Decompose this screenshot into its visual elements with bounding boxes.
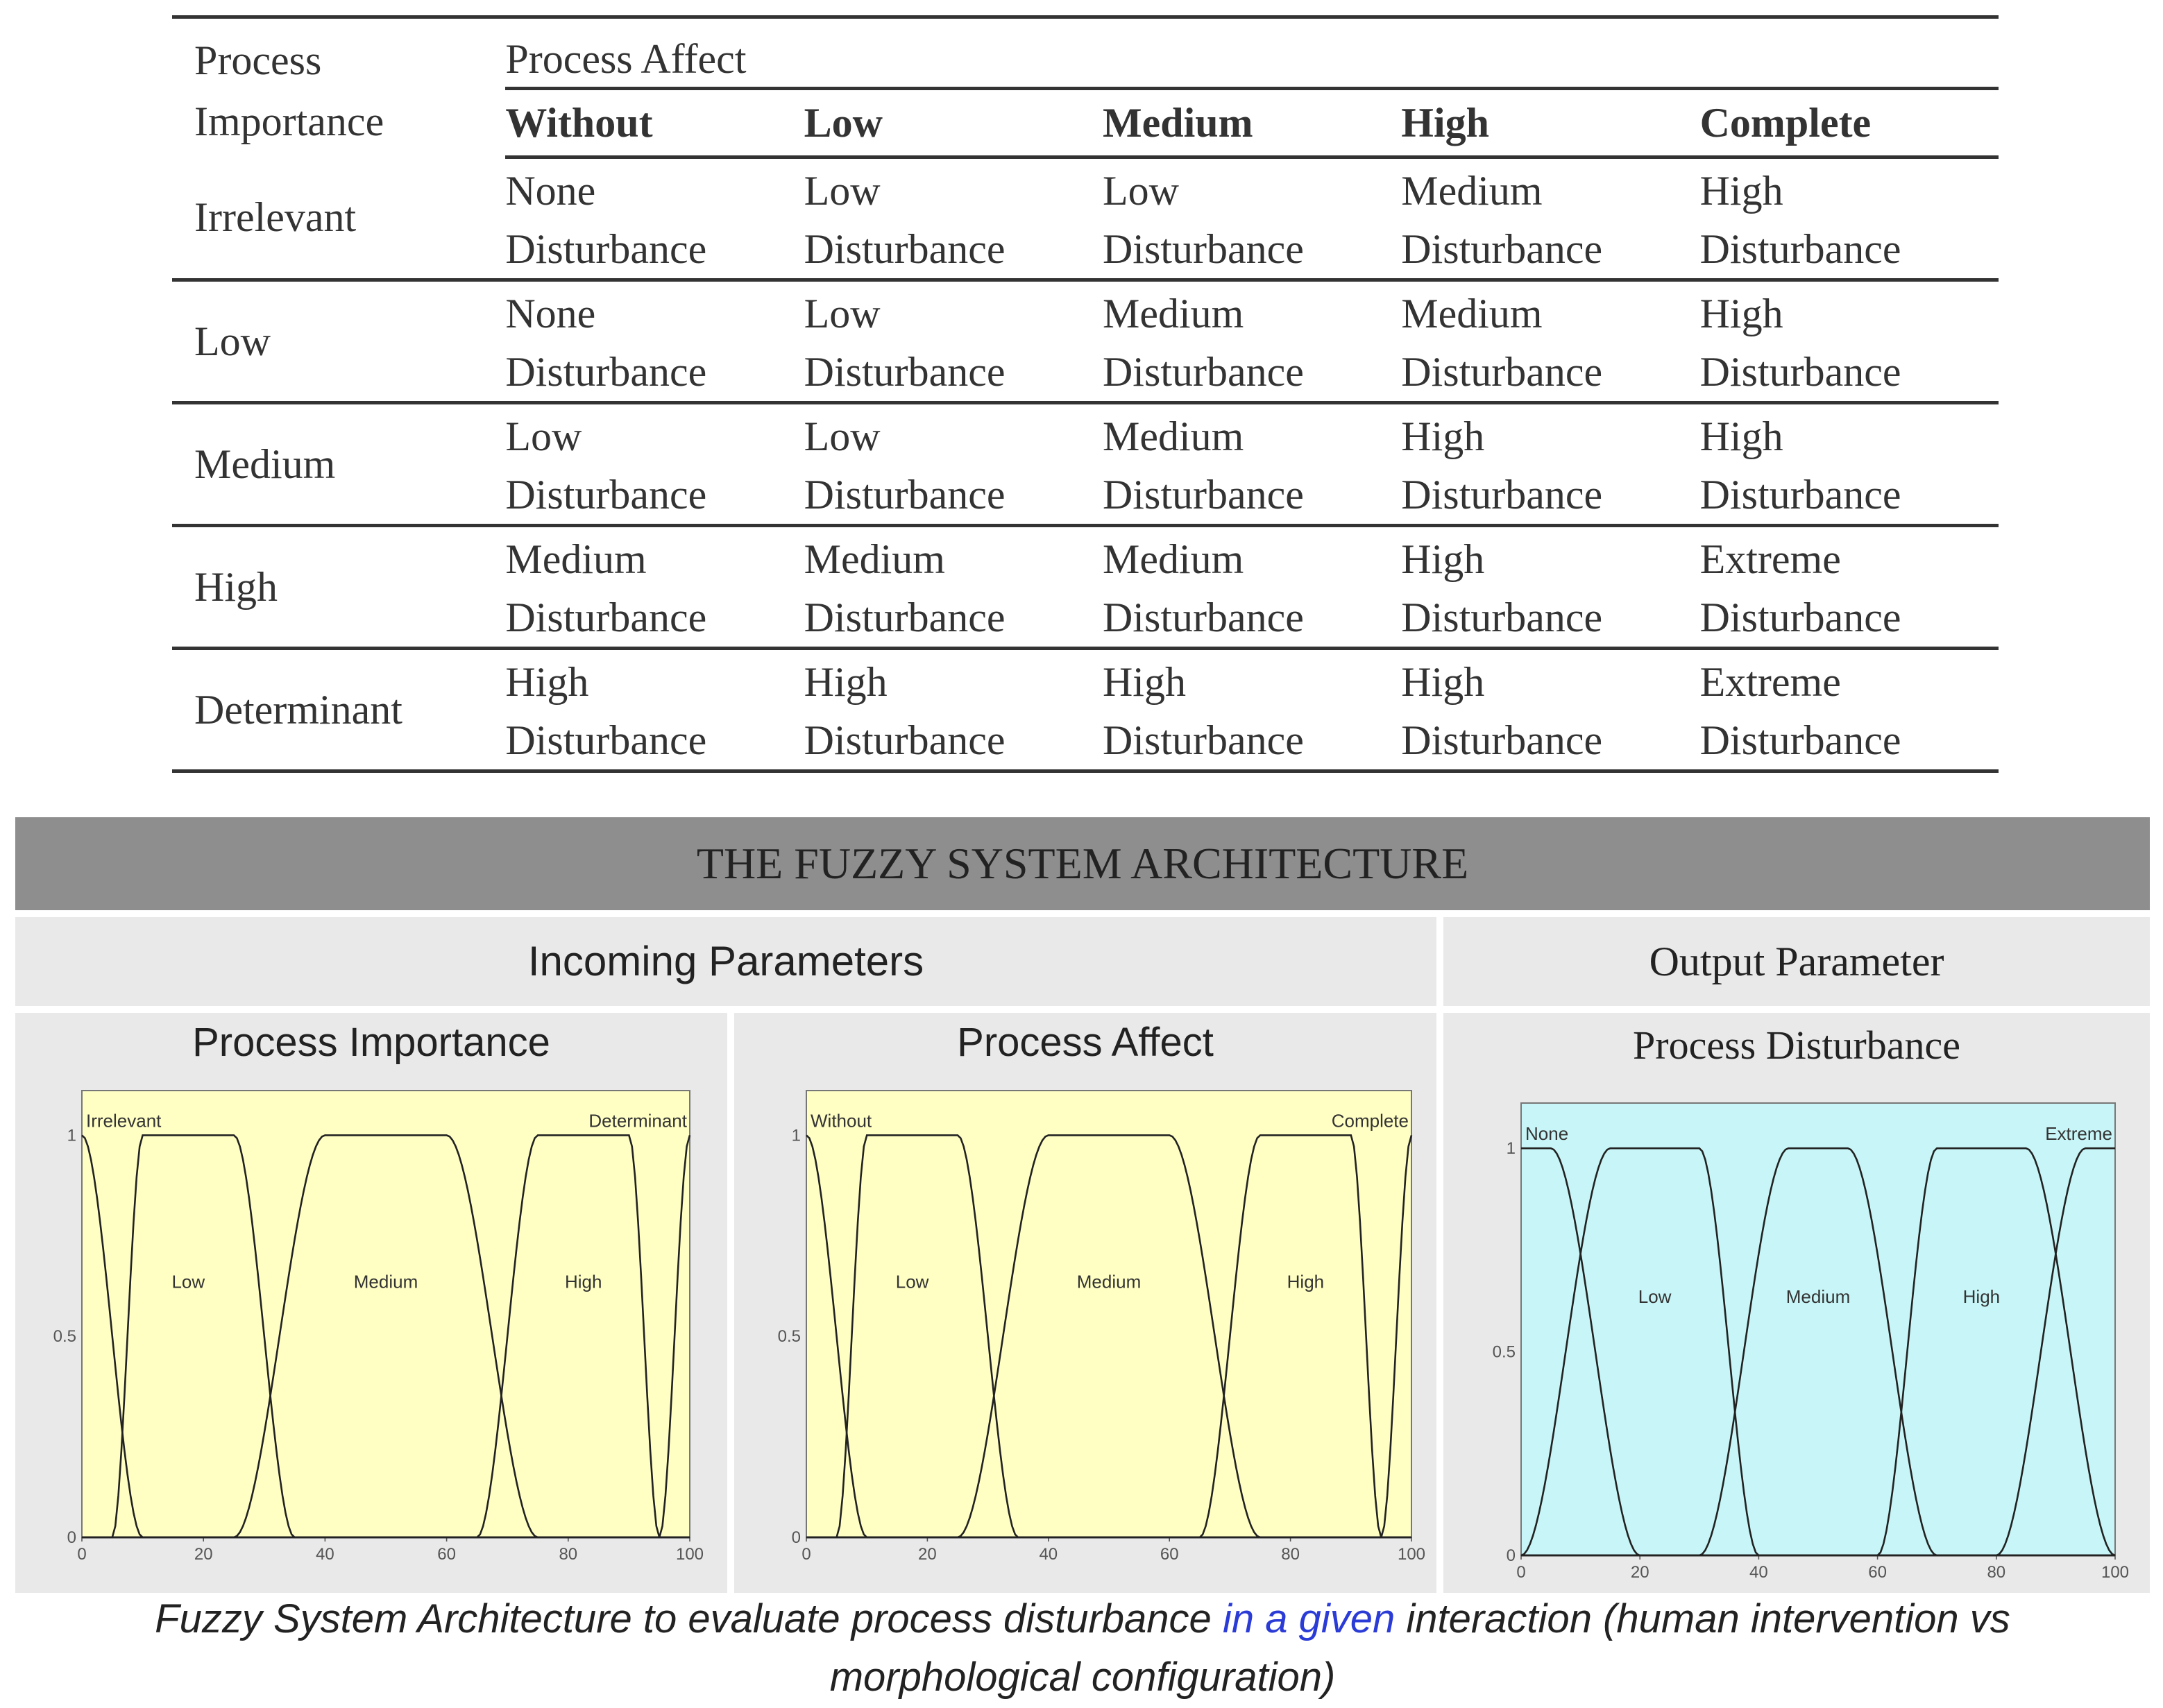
set-label: Low: [1638, 1286, 1672, 1308]
y-tick-label: 0: [791, 1528, 801, 1547]
rule-level: Extreme: [1699, 536, 1841, 582]
rule-word: Disturbance: [505, 226, 707, 272]
membership-plot-disturbance: [1443, 1013, 2150, 1593]
x-tick-label: 0: [77, 1545, 87, 1564]
column-header: High: [1401, 89, 1699, 157]
rule-cell: [505, 526, 804, 649]
rule-word: Disturbance: [505, 349, 707, 395]
plot-group: [778, 1020, 1425, 1564]
rule-cell: [804, 280, 1103, 403]
membership-plot-affect: [734, 1013, 1436, 1593]
rule-cell: [505, 403, 804, 526]
corner-line-2: Importance: [194, 99, 384, 144]
x-tick-label: 60: [437, 1545, 456, 1564]
fuzzy-rule-table: [172, 15, 1999, 773]
rule-cell: [1700, 403, 1999, 526]
plot-area: [806, 1091, 1411, 1537]
set-label: Complete: [1331, 1110, 1409, 1131]
corner-header: [172, 17, 505, 157]
x-tick-label: 40: [1749, 1563, 1768, 1582]
rule-cell: [1401, 280, 1699, 403]
rule-cell: [1401, 403, 1699, 526]
x-tick-label: 0: [801, 1545, 811, 1564]
rule-word: Disturbance: [1699, 472, 1901, 518]
rule-word: Disturbance: [1401, 717, 1603, 763]
rule-cell: [804, 157, 1103, 280]
x-tick-label: 20: [1630, 1563, 1649, 1582]
rule-word: Disturbance: [1401, 349, 1603, 395]
set-label: Low: [895, 1271, 929, 1292]
rule-level: High: [1401, 536, 1485, 582]
y-tick-label: 0: [67, 1528, 76, 1547]
y-tick-label: 0.5: [777, 1327, 801, 1347]
figure-caption: [42, 1590, 2123, 1707]
x-tick-label: 80: [559, 1545, 578, 1564]
x-tick-label: 60: [1160, 1545, 1179, 1564]
rule-level: Medium: [804, 536, 945, 582]
architecture-title: THE FUZZY SYSTEM ARCHITECTURE: [15, 817, 2150, 910]
table-row: [172, 157, 1999, 280]
rule-level: None: [505, 291, 596, 336]
row-label: Irrelevant: [172, 157, 505, 280]
rule-cell: [505, 649, 804, 771]
rule-word: Disturbance: [804, 226, 1006, 272]
row-label: Determinant: [172, 649, 505, 771]
rule-word: Disturbance: [505, 472, 707, 518]
rule-word: Disturbance: [804, 349, 1006, 395]
rule-level: Extreme: [1699, 659, 1841, 705]
plot-title: Process Affect: [957, 1020, 1214, 1065]
rule-cell: [804, 403, 1103, 526]
rule-cell: [1103, 526, 1401, 649]
plot-title: Process Importance: [192, 1020, 550, 1065]
rule-level: High: [804, 659, 888, 705]
rule-cell: [1103, 403, 1401, 526]
x-tick-label: 40: [316, 1545, 334, 1564]
rule-cell: [1700, 649, 1999, 771]
plot-title: Process Disturbance: [1633, 1023, 1960, 1068]
rule-level: High: [505, 659, 589, 705]
y-tick-label: 1: [67, 1126, 76, 1145]
rule-cell: [1401, 649, 1699, 771]
rule-cell: [804, 526, 1103, 649]
rule-word: Disturbance: [804, 472, 1006, 518]
rule-level: Medium: [1401, 291, 1543, 336]
rule-word: Disturbance: [1699, 717, 1901, 763]
rule-level: High: [1401, 413, 1485, 459]
caption-text-start: Fuzzy System Architecture to evaluate process disturbance: [155, 1596, 1223, 1641]
output-parameter-header: Output Parameter: [1443, 917, 2150, 1006]
rule-level: Medium: [1102, 413, 1244, 459]
rule-word: Disturbance: [1699, 349, 1901, 395]
x-tick-label: 100: [1397, 1545, 1426, 1564]
rule-word: Disturbance: [1401, 472, 1603, 518]
set-label: Medium: [353, 1271, 418, 1292]
rule-cell: [505, 280, 804, 403]
x-tick-label: 80: [1987, 1563, 2006, 1582]
rule-word: Disturbance: [804, 595, 1006, 640]
x-tick-label: 100: [2101, 1563, 2130, 1582]
set-label: None: [1525, 1123, 1569, 1145]
set-label: High: [564, 1271, 602, 1292]
process-disturbance-panel: [1443, 1013, 2150, 1593]
rule-cell: [1103, 280, 1401, 403]
column-header: Complete: [1700, 89, 1999, 157]
rule-word: Disturbance: [1102, 717, 1304, 763]
rule-word: Disturbance: [1102, 595, 1304, 640]
rule-cell: [505, 157, 804, 280]
x-tick-label: 40: [1039, 1545, 1058, 1564]
rule-word: Disturbance: [1401, 226, 1603, 272]
rule-level: Medium: [1401, 168, 1543, 214]
row-label: Medium: [172, 403, 505, 526]
rule-word: Disturbance: [1401, 595, 1603, 640]
set-label: Determinant: [588, 1110, 687, 1131]
x-tick-label: 20: [194, 1545, 213, 1564]
rule-level: High: [1401, 659, 1485, 705]
table-row: [172, 526, 1999, 649]
table-row: [172, 649, 1999, 771]
rule-cell: [1103, 649, 1401, 771]
process-affect-header: Process Affect: [505, 17, 1999, 89]
plot-group: [53, 1020, 704, 1564]
rule-cell: [804, 649, 1103, 771]
rule-word: Disturbance: [1102, 349, 1304, 395]
caption-link-text[interactable]: in a given: [1222, 1596, 1396, 1641]
rule-cell: [1700, 280, 1999, 403]
rule-level: Low: [505, 413, 582, 459]
rule-cell: [1401, 526, 1699, 649]
y-tick-label: 1: [1506, 1139, 1516, 1159]
rule-level: High: [1699, 291, 1783, 336]
rule-cell: [1103, 157, 1401, 280]
column-header: Without: [505, 89, 804, 157]
table-row: [172, 403, 1999, 526]
column-header: Low: [804, 89, 1103, 157]
incoming-parameters-header: Incoming Parameters: [15, 917, 1436, 1006]
rule-level: Low: [804, 413, 881, 459]
set-label: Irrelevant: [86, 1110, 162, 1131]
plot-area: [1521, 1103, 2115, 1555]
rule-word: Disturbance: [1102, 472, 1304, 518]
plot-group: [1493, 1023, 2129, 1582]
rule-level: High: [1699, 168, 1783, 214]
set-label: High: [1287, 1271, 1325, 1292]
table-row: [172, 280, 1999, 403]
set-label: Extreme: [2045, 1123, 2112, 1145]
rule-level: Low: [804, 168, 881, 214]
corner-line-1: Process: [194, 37, 322, 83]
table-header-row: [172, 17, 1999, 89]
rule-word: Disturbance: [1102, 226, 1304, 272]
x-tick-label: 80: [1281, 1545, 1300, 1564]
rule-cell: [1700, 157, 1999, 280]
rule-level: Medium: [1102, 536, 1244, 582]
set-label: Medium: [1785, 1286, 1851, 1308]
rule-word: Disturbance: [505, 717, 707, 763]
x-tick-label: 0: [1516, 1563, 1526, 1582]
rule-word: Disturbance: [1699, 595, 1901, 640]
membership-plot-importance: [15, 1013, 727, 1593]
rule-level: Low: [1102, 168, 1179, 214]
rule-level: High: [1102, 659, 1186, 705]
set-label: Low: [171, 1271, 205, 1292]
rule-word: Disturbance: [1699, 226, 1901, 272]
x-tick-label: 60: [1868, 1563, 1887, 1582]
x-tick-label: 100: [675, 1545, 704, 1564]
set-label: Without: [811, 1110, 872, 1131]
row-label: Low: [172, 280, 505, 403]
rule-level: Medium: [1102, 291, 1244, 336]
y-tick-label: 0.5: [53, 1327, 76, 1347]
rule-level: Low: [804, 291, 881, 336]
row-label: High: [172, 526, 505, 649]
y-tick-label: 0.5: [1492, 1342, 1516, 1362]
caption-text-end: interaction (human intervention vs morphological configuration): [829, 1596, 2010, 1700]
set-label: Medium: [1076, 1271, 1142, 1292]
rule-cell: [1401, 157, 1699, 280]
process-importance-panel: [15, 1013, 727, 1593]
rule-word: Disturbance: [804, 717, 1006, 763]
process-affect-panel: [734, 1013, 1436, 1593]
rule-word: Disturbance: [505, 595, 707, 640]
rule-level: High: [1699, 413, 1783, 459]
rule-level: Medium: [505, 536, 647, 582]
y-tick-label: 1: [791, 1126, 801, 1145]
rule-level: None: [505, 168, 596, 214]
x-tick-label: 20: [918, 1545, 937, 1564]
y-tick-label: 0: [1506, 1546, 1516, 1565]
plot-area: [82, 1091, 690, 1537]
column-header: Medium: [1103, 89, 1401, 157]
rule-cell: [1700, 526, 1999, 649]
set-label: High: [1962, 1286, 2001, 1308]
